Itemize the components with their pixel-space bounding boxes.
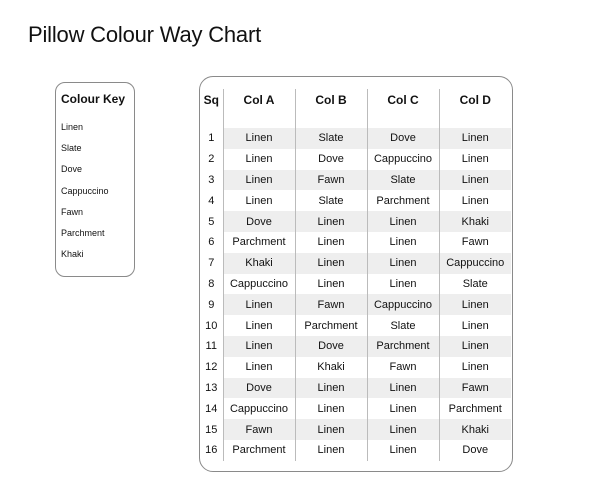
colour-cell: Dove — [223, 378, 295, 399]
colour-cell: Linen — [295, 440, 367, 461]
colour-cell: Linen — [439, 315, 511, 336]
colour-cell: Linen — [367, 232, 439, 253]
colour-cell: Linen — [223, 149, 295, 170]
colour-cell: Dove — [223, 211, 295, 232]
colour-cell: Khaki — [295, 357, 367, 378]
row-number-cell: 13 — [205, 381, 218, 394]
colour-key-item: Dove — [61, 164, 83, 175]
row-number-cell: 6 — [208, 236, 215, 249]
table-header-row — [200, 89, 511, 111]
table-row — [200, 232, 511, 253]
table-row — [200, 170, 511, 191]
table-row — [200, 315, 511, 336]
colour-cell: Linen — [367, 398, 439, 419]
colour-cell: Dove — [439, 440, 511, 461]
colour-cell: Parchment — [367, 336, 439, 357]
colour-cell: Linen — [223, 357, 295, 378]
header-col-c: Col C — [367, 89, 439, 111]
row-number-cell: 16 — [205, 444, 218, 457]
colour-cell: Linen — [295, 232, 367, 253]
colour-cell: Slate — [295, 128, 367, 149]
table-row — [200, 253, 511, 274]
colour-cell: Parchment — [367, 190, 439, 211]
colour-key-title: Colour Key — [61, 92, 126, 106]
colour-cell: Linen — [295, 398, 367, 419]
colour-cell: Slate — [367, 315, 439, 336]
table-row — [200, 357, 511, 378]
row-number-cell: 4 — [208, 194, 215, 207]
row-number-cell: 14 — [205, 402, 218, 415]
page-title: Pillow Colour Way Chart — [28, 22, 261, 47]
colour-cell: Khaki — [439, 211, 511, 232]
colour-cell: Cappuccino — [439, 253, 511, 274]
colour-cell: Slate — [295, 190, 367, 211]
colour-cell: Linen — [295, 274, 367, 295]
header-col-b: Col B — [295, 89, 367, 111]
colour-cell: Linen — [295, 419, 367, 440]
colour-cell: Linen — [367, 253, 439, 274]
table-row — [200, 398, 511, 419]
colour-key-item: Fawn — [61, 206, 84, 217]
colour-cell: Fawn — [367, 357, 439, 378]
colour-way-table-panel — [199, 76, 513, 472]
table-row — [200, 440, 511, 461]
colour-key-item: Khaki — [61, 249, 84, 260]
row-number-cell: 2 — [208, 153, 215, 166]
colour-cell: Linen — [223, 170, 295, 191]
colour-cell: Linen — [223, 315, 295, 336]
header-col-a: Col A — [223, 89, 295, 111]
colour-cell: Parchment — [223, 232, 295, 253]
colour-cell: Linen — [439, 128, 511, 149]
row-number-cell: 11 — [205, 340, 217, 353]
header-col-d: Col D — [439, 89, 511, 111]
row-number-cell: 5 — [208, 215, 215, 228]
colour-cell: Cappuccino — [367, 149, 439, 170]
colour-cell: Dove — [367, 128, 439, 149]
header-sq: Sq — [203, 93, 219, 107]
colour-cell: Fawn — [223, 419, 295, 440]
colour-cell: Parchment — [295, 315, 367, 336]
table-row — [200, 190, 511, 211]
colour-cell: Linen — [439, 294, 511, 315]
row-number-cell: 8 — [208, 277, 215, 290]
colour-cell: Parchment — [439, 398, 511, 419]
colour-cell: Linen — [439, 170, 511, 191]
row-number-cell: 15 — [205, 423, 218, 436]
colour-cell: Linen — [439, 149, 511, 170]
colour-cell: Linen — [295, 211, 367, 232]
colour-cell: Fawn — [295, 294, 367, 315]
row-number-cell: 10 — [205, 319, 218, 332]
colour-cell: Linen — [223, 128, 295, 149]
colour-key-item: Slate — [61, 143, 82, 154]
table-row — [200, 294, 511, 315]
row-number-cell: 9 — [208, 298, 215, 311]
row-number-cell: 7 — [208, 257, 215, 270]
colour-cell: Slate — [367, 170, 439, 191]
colour-cell: Khaki — [439, 419, 511, 440]
colour-cell: Linen — [295, 378, 367, 399]
colour-cell: Slate — [439, 274, 511, 295]
colour-cell: Fawn — [439, 232, 511, 253]
colour-cell: Linen — [367, 378, 439, 399]
colour-cell: Fawn — [295, 170, 367, 191]
colour-cell: Linen — [295, 253, 367, 274]
colour-cell: Dove — [295, 149, 367, 170]
colour-cell: Linen — [223, 336, 295, 357]
colour-cell: Cappuccino — [223, 274, 295, 295]
colour-cell: Linen — [367, 419, 439, 440]
colour-cell: Linen — [439, 357, 511, 378]
colour-cell: Dove — [295, 336, 367, 357]
table-row — [200, 149, 511, 170]
colour-way-table — [200, 89, 511, 461]
colour-cell: Fawn — [439, 378, 511, 399]
row-number-cell: 3 — [208, 173, 215, 186]
colour-key-item: Cappuccino — [61, 185, 109, 196]
row-number-cell: 1 — [208, 132, 215, 145]
table-row — [200, 419, 511, 440]
colour-cell: Linen — [367, 274, 439, 295]
colour-cell: Khaki — [223, 253, 295, 274]
table-spacer-row — [200, 111, 511, 128]
colour-key-item: Parchment — [61, 227, 105, 238]
colour-cell: Linen — [367, 440, 439, 461]
colour-key-panel — [55, 82, 135, 277]
colour-cell: Linen — [223, 294, 295, 315]
colour-cell: Linen — [439, 190, 511, 211]
table-row — [200, 336, 511, 357]
colour-cell: Cappuccino — [223, 398, 295, 419]
colour-cell: Cappuccino — [367, 294, 439, 315]
table-row — [200, 211, 511, 232]
colour-cell: Parchment — [223, 440, 295, 461]
colour-cell: Linen — [223, 190, 295, 211]
colour-cell: Linen — [439, 336, 511, 357]
table-row — [200, 378, 511, 399]
table-row — [200, 128, 511, 149]
colour-key-item: Linen — [61, 122, 84, 132]
table-row — [200, 274, 511, 295]
colour-key-list — [61, 121, 109, 269]
row-number-cell: 12 — [205, 361, 218, 374]
colour-cell: Linen — [367, 211, 439, 232]
